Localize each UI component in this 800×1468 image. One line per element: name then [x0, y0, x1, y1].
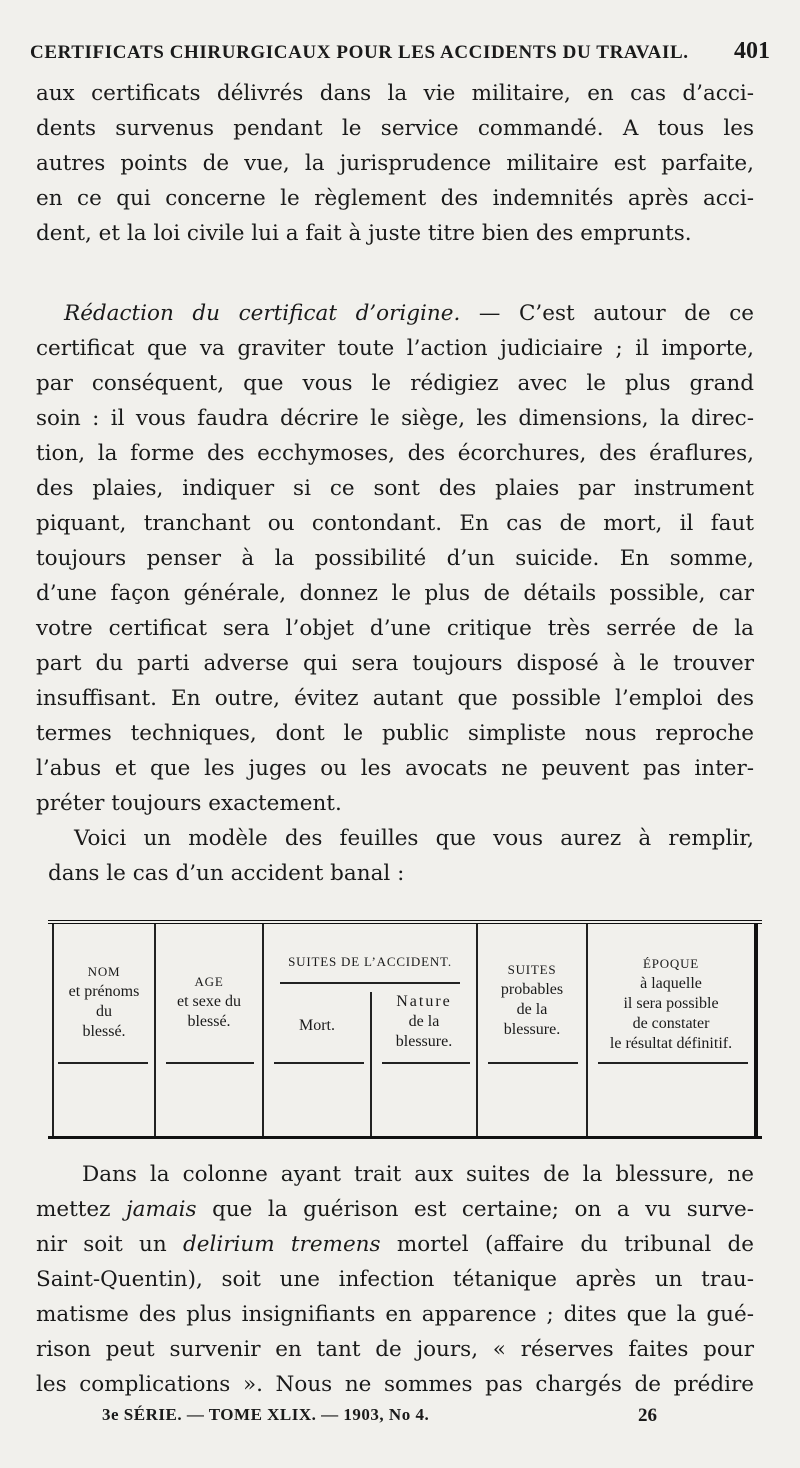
header-injury-nature: Nature de la blessure. — [395, 993, 453, 1050]
text-line: Saint-Quentin), soit une infection tétanique après un trau- — [36, 1267, 754, 1292]
text-line: l’abus et que les juges ou les avocats ne peuvent pas inter- — [36, 756, 754, 781]
model-form-table — [48, 920, 762, 1139]
text-line: dents survenus pendant le service commandé. A tous les — [36, 116, 754, 141]
text-line: dans le cas d’un accident banal : — [48, 861, 405, 886]
header-final-result-date: ÉPOQUE à laquelle il sera possible de constater le résultat définitif. — [609, 956, 733, 1052]
text-line: insuffisant. En outre, évitez autant que possible l’emploi des — [36, 686, 754, 711]
text-line: en ce qui concerne le règlement des indemnités après acci- — [36, 186, 754, 211]
header-rule — [598, 1062, 748, 1064]
paragraph-outcome-column — [36, 1157, 754, 1402]
text-line: Dans la colonne ayant trait aux suites de la blessure, ne — [82, 1162, 754, 1187]
series-volume-line: 3e SÉRIE. — TOME XLIX. — 1903, No 4. — [102, 1405, 430, 1424]
text-line: matisme des plus insignifiants en apparence ; dites que la gué- — [36, 1302, 754, 1327]
text-line: votre certificat sera l’objet d’une critique très serrée de la — [36, 616, 754, 641]
emphasis-delirium-tremens: delirium tremens — [183, 1232, 381, 1257]
text-line: certificat que va graviter toute l’action judiciaire ; il importe, — [36, 336, 754, 361]
section-heading: Rédaction du certificat d’origine. — [64, 301, 461, 326]
header-name: NOM et prénoms du blessé. — [68, 964, 140, 1040]
section-heading-line — [36, 296, 754, 331]
running-header — [30, 38, 770, 68]
page-number: 401 — [734, 38, 770, 64]
group-rule — [280, 982, 460, 984]
header-rule — [382, 1062, 470, 1064]
page-footer — [102, 1405, 662, 1431]
text-line: dent, et la loi civile lui a fait à juste titre bien des emprunts. — [36, 221, 692, 246]
text-line: soin : il vous faudra décrire le siège, les dimensions, la direc- — [36, 406, 754, 431]
header-rule — [58, 1062, 148, 1064]
table-right-edge — [754, 924, 758, 1136]
text-line: tion, la forme des ecchymoses, des écorchures, des éraflures, — [36, 441, 754, 466]
header-rule — [274, 1062, 364, 1064]
sheet-number: 26 — [638, 1405, 657, 1426]
running-title: CERTIFICATS CHIRURGICAUX POUR LES ACCIDENTS DU TRAVAIL. — [30, 42, 689, 63]
text-line: d’une façon générale, donnez le plus de détails possible, car — [36, 581, 754, 606]
header-probable-outcome: SUITES probables de la blessure. — [500, 962, 564, 1038]
text-line: aux certificats délivrés dans la vie militaire, en cas d’acci- — [36, 81, 754, 106]
text-line: part du parti adverse qui sera toujours disposé à le trouver — [36, 651, 754, 676]
text-line: toujours penser à la possibilité d’un suicide. En somme, — [36, 546, 754, 571]
header-rule — [166, 1062, 254, 1064]
text-line: autres points de vue, la jurisprudence militaire est parfaite, — [36, 151, 754, 176]
text-line: nir soit un delirium tremens mortel (affaire du tribunal de — [36, 1232, 754, 1257]
header-age-sex: AGE et sexe du blessé. — [177, 974, 241, 1030]
text-line: par conséquent, que vous le rédigiez avec le plus grand — [36, 371, 754, 396]
heading-continuation: — C’est autour de ce — [460, 301, 754, 326]
text-line: Voici un modèle des feuilles que vous aurez à remplir, — [74, 826, 754, 851]
header-death: Mort. — [299, 1017, 335, 1034]
emphasis-jamais: jamais — [125, 1197, 197, 1222]
paragraph-military-certificates — [36, 76, 754, 251]
text-line: des plaies, indiquer si ce sont des plaies par instrument — [36, 476, 754, 501]
header-accident-consequences: SUITES DE L’ACCIDENT. — [288, 954, 452, 969]
text-line: rison peut survenir en tant de jours, « réserves faites pour — [36, 1337, 754, 1362]
header-rule — [488, 1062, 578, 1064]
text-line: les complications ». Nous ne sommes pas chargés de prédire — [36, 1372, 754, 1397]
text-line: piquant, tranchant ou contondant. En cas de mort, il faut — [36, 511, 754, 536]
paragraph-certificate-drafting — [36, 296, 754, 891]
text-line: mettez jamais que la guérison est certaine; on a vu surve- — [36, 1197, 754, 1222]
text-line: préter toujours exactement. — [36, 791, 342, 816]
text-line: termes techniques, dont le public simpliste nous reproche — [36, 721, 754, 746]
